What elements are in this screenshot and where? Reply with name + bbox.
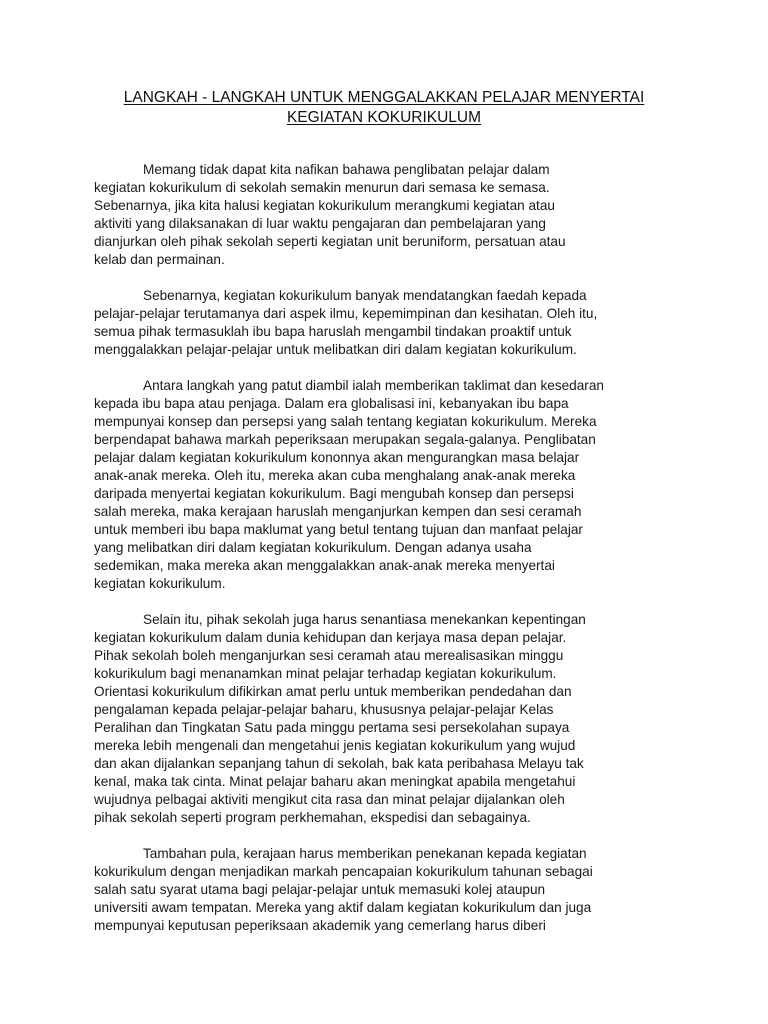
document-title [60, 88, 708, 128]
paragraph [94, 287, 682, 359]
document-body [94, 161, 682, 953]
paragraph-line: pelajar dalam kegiatan kokurikulum kononnya akan mengurangkan masa belajar [94, 450, 580, 465]
paragraph-line: daripada menyertai kegiatan kokurikulum. Bagi mengubah konsep dan persepsi [94, 486, 574, 501]
paragraph-line: Sebenarnya, jika kita halusi kegiatan kokurikulum merangkumi kegiatan atau [94, 198, 555, 213]
paragraph-line: universiti awam tempatan. Mereka yang aktif dalam kegiatan kokurikulum dan juga [94, 900, 592, 915]
paragraph-line: kokurikulum bagi menanamkan minat pelajar terhadap kegiatan kokurikulum. [94, 666, 557, 681]
paragraph-line: untuk memberi ibu bapa maklumat yang betul tentang tujuan dan manfaat pelajar [94, 522, 583, 537]
paragraph-line: Tambahan pula, kerajaan harus memberikan penekanan kepada kegiatan [143, 846, 587, 861]
paragraph-line: Memang tidak dapat kita nafikan bahawa penglibatan pelajar dalam [143, 162, 550, 177]
paragraph-line: anak-anak mereka. Oleh itu, mereka akan cuba menghalang anak-anak mereka [94, 468, 576, 483]
paragraph-line: berpendapat bahawa markah peperiksaan merupakan segala-galanya. Penglibatan [94, 432, 596, 447]
paragraph-line: pengalaman kepada pelajar-pelajar baharu, khususnya pelajar-pelajar Kelas [94, 702, 554, 717]
paragraph-line: aktiviti yang dilaksanakan di luar waktu pengajaran dan pembelajaran yang [94, 216, 546, 231]
paragraph-line: mereka lebih mengenali dan mengetahui jenis kegiatan kokurikulum yang wujud [94, 738, 576, 753]
paragraph-line: sedemikan, maka mereka akan menggalakkan anak-anak mereka menyertai [94, 558, 555, 573]
paragraph-line: Antara langkah yang patut diambil ialah memberikan taklimat dan kesedaran [143, 378, 604, 393]
paragraph-line: kokurikulum dengan menjadikan markah pencapaian kokurikulum tahunan sebagai [94, 864, 593, 879]
paragraph-line: mempunyai konsep dan persepsi yang salah tentang kegiatan kokurikulum. Mereka [94, 414, 597, 429]
title-line: LANGKAH - LANGKAH UNTUK MENGGALAKKAN PELAJAR MENYERTAI [123, 89, 645, 106]
paragraph [94, 845, 682, 935]
paragraph [94, 377, 682, 593]
paragraph-line: Selain itu, pihak sekolah juga harus senantiasa menekankan kepentingan [143, 612, 586, 627]
paragraph-line: dan akan dijalankan sepanjang tahun di sekolah, bak kata peribahasa Melayu tak [94, 756, 584, 771]
paragraph-line: kegiatan kokurikulum di sekolah semakin menurun dari semasa ke semasa. [94, 180, 550, 195]
paragraph-line: yang melibatkan diri dalam kegiatan kokurikulum. Dengan adanya usaha [94, 540, 532, 555]
paragraph-line: kegiatan kokurikulum. [94, 576, 226, 591]
paragraph-line: Orientasi kokurikulum difikirkan amat perlu untuk memberikan pendedahan dan [94, 684, 572, 699]
paragraph-line: kegiatan kokurikulum dalam dunia kehidupan dan kerjaya masa depan pelajar. [94, 630, 567, 645]
paragraph [94, 161, 682, 269]
paragraph-line: Peralihan dan Tingkatan Satu pada minggu pertama sesi persekolahan supaya [94, 720, 570, 735]
paragraph-line: dianjurkan oleh pihak sekolah seperti kegiatan unit beruniform, persatuan atau [94, 234, 566, 249]
paragraph-line: Sebenarnya, kegiatan kokurikulum banyak mendatangkan faedah kepada [143, 288, 587, 303]
paragraph-line: kenal, maka tak cinta. Minat pelajar baharu akan meningkat apabila mengetahui [94, 774, 576, 789]
paragraph [94, 611, 682, 827]
paragraph-line: menggalakkan pelajar-pelajar untuk melibatkan diri dalam kegiatan kokurikulum. [94, 342, 577, 357]
title-line: KEGIATAN KOKURIKULUM [286, 109, 482, 126]
paragraph-line: salah satu syarat utama bagi pelajar-pelajar untuk memasuki kolej ataupun [94, 882, 546, 897]
paragraph-line: kepada ibu bapa atau penjaga. Dalam era globalisasi ini, kebanyakan ibu bapa [94, 396, 569, 411]
paragraph-line: mempunyai keputusan peperiksaan akademik yang cemerlang harus diberi [94, 918, 546, 933]
paragraph-line: Pihak sekolah boleh menganjurkan sesi ceramah atau merealisasikan minggu [94, 648, 564, 663]
paragraph-line: wujudnya pelbagai aktiviti mengikut cita rasa dan minat pelajar dijalankan oleh [94, 792, 565, 807]
paragraph-line: pelajar-pelajar terutamanya dari aspek ilmu, kepemimpinan dan kesihatan. Oleh itu, [94, 306, 598, 321]
paragraph-line: pihak sekolah seperti program perkhemahan, ekspedisi dan sebagainya. [94, 810, 531, 825]
paragraph-line: kelab dan permainan. [94, 252, 225, 267]
paragraph-line: salah mereka, maka kerajaan haruslah menganjurkan kempen dan sesi ceramah [94, 504, 582, 519]
paragraph-line: semua pihak termasuklah ibu bapa haruslah mengambil tindakan proaktif untuk [94, 324, 572, 339]
